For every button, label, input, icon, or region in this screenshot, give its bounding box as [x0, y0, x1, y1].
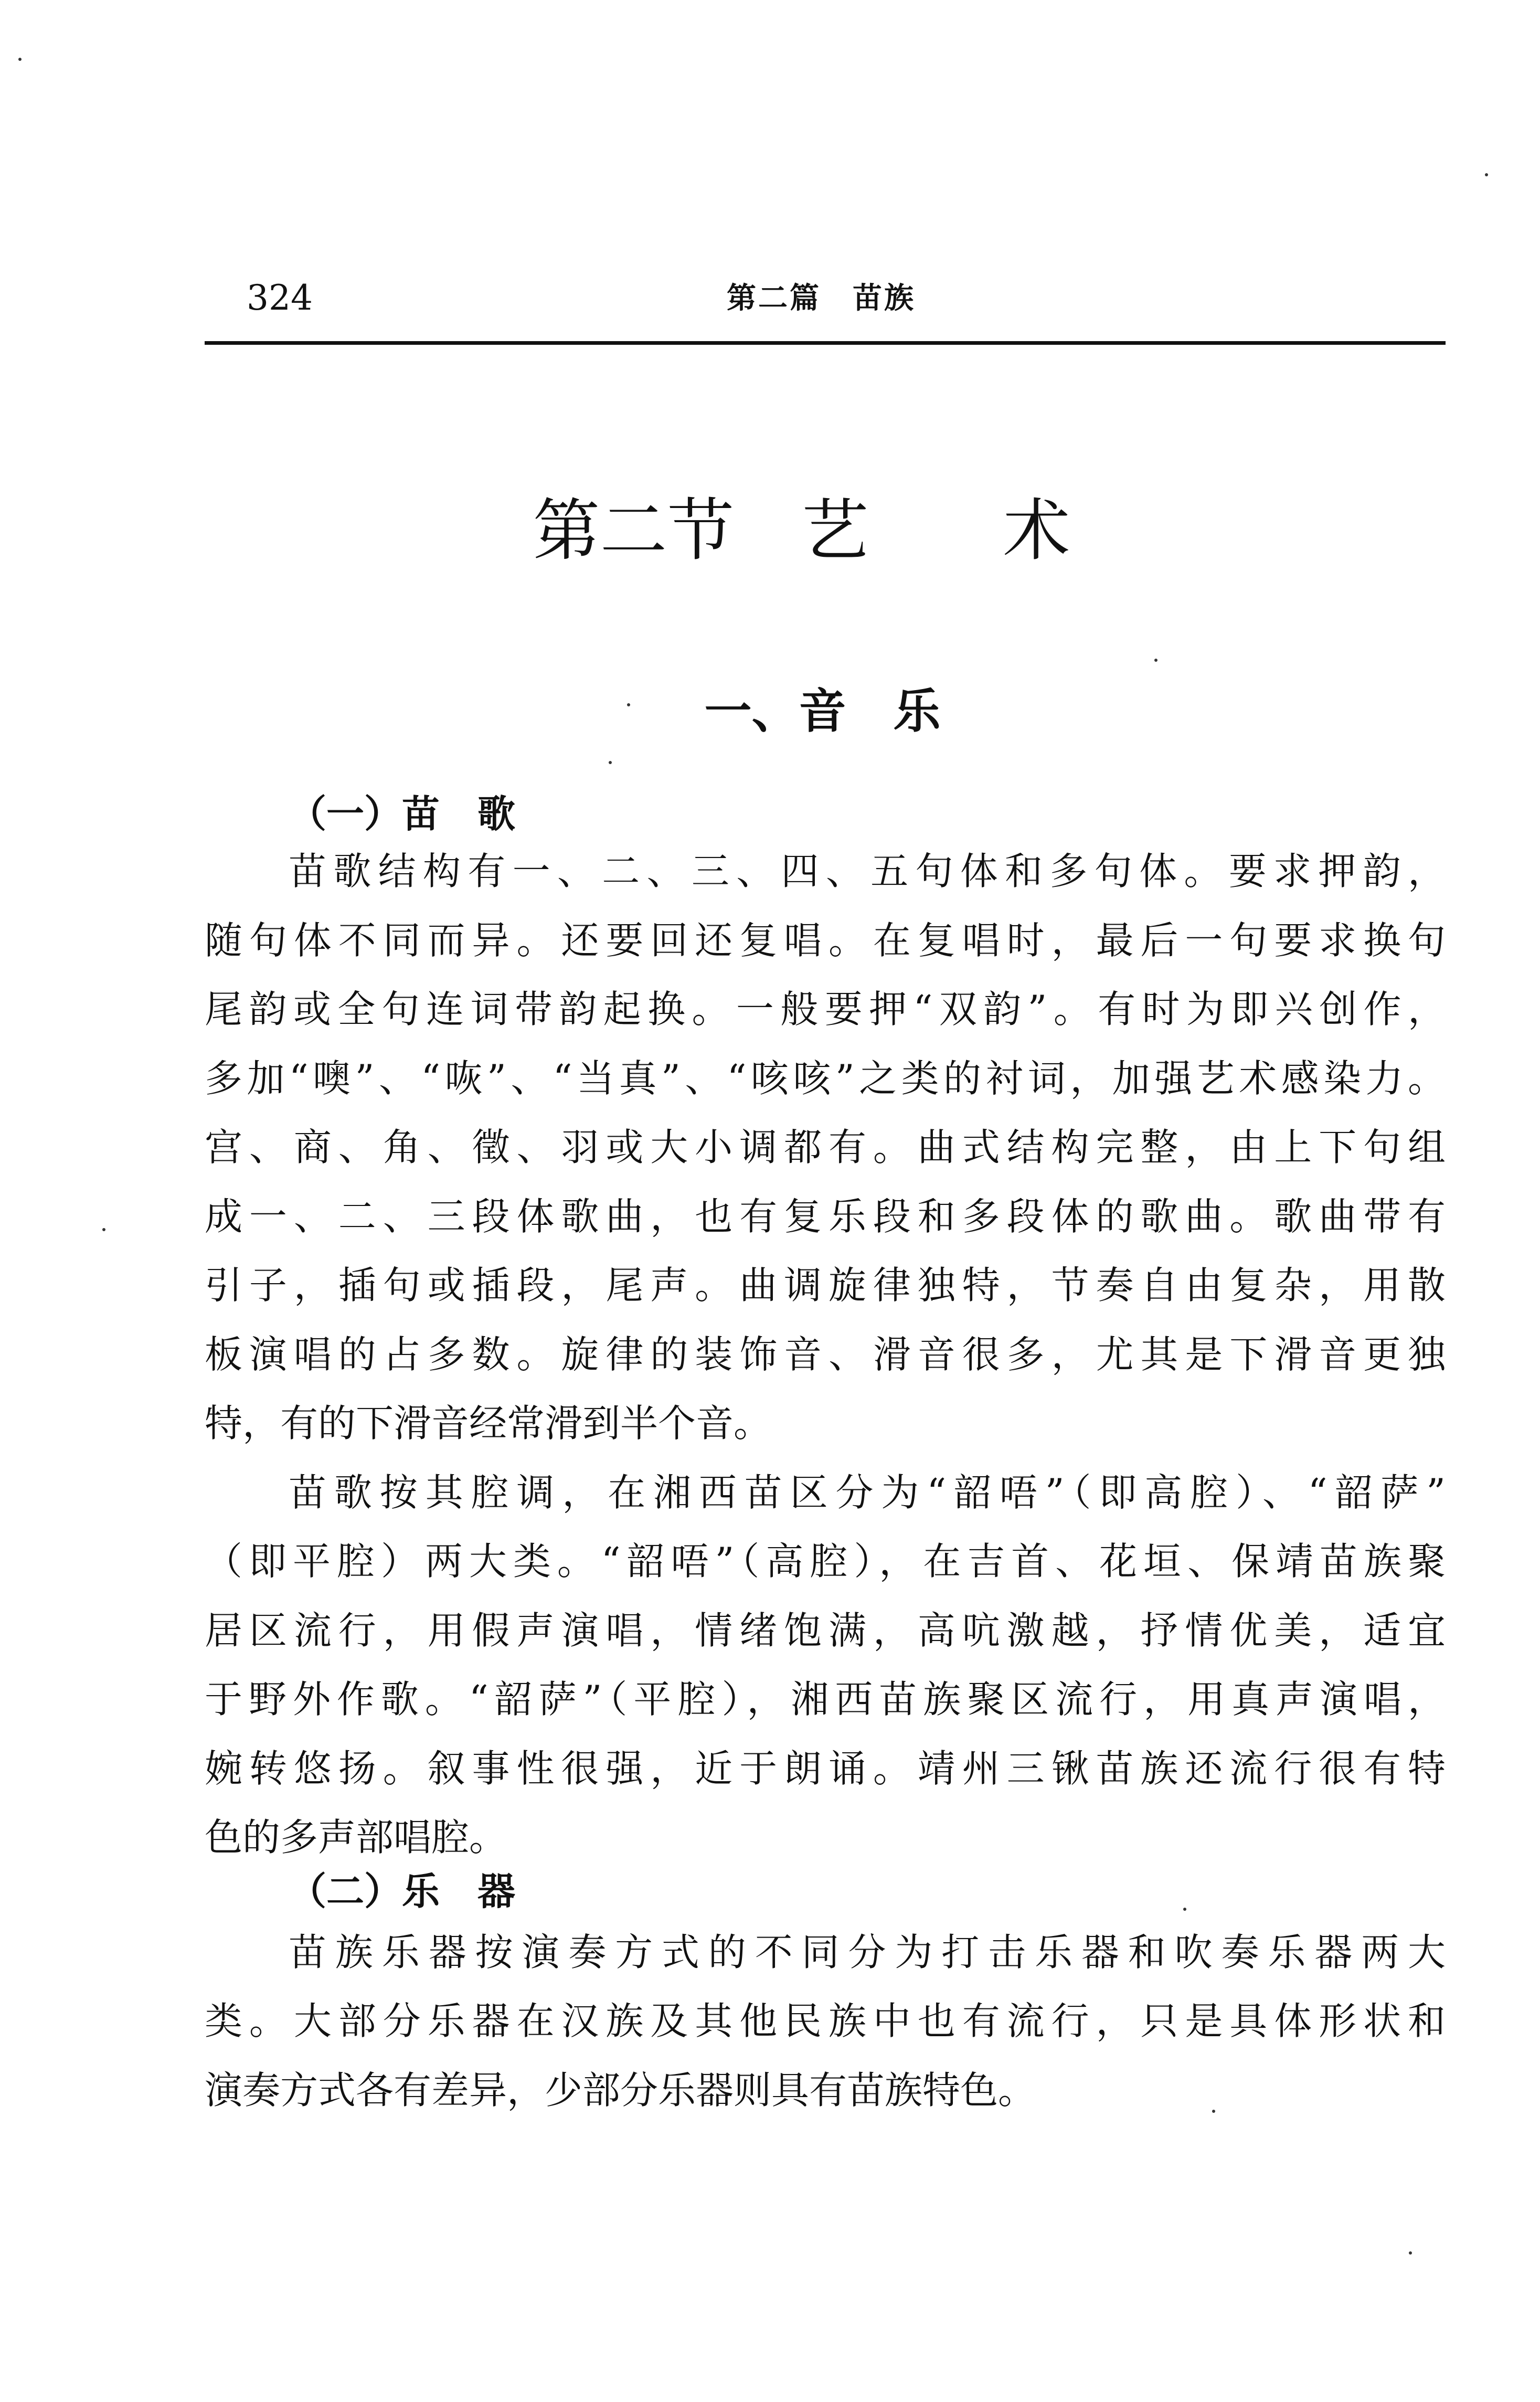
body-text-line: （即平腔）两大类。“韶唔”（高腔），在吉首、花垣、保靖苗族聚: [205, 1539, 1446, 1583]
body-text-line: 成一、二、三段体歌曲，也有复乐段和多段体的歌曲。歌曲带有: [205, 1194, 1446, 1239]
chapter-title: 第二节 艺 术: [533, 492, 1070, 570]
body-text-line: 色的多声部唱腔。: [205, 1815, 507, 1859]
body-text-line: 引子，插句或插段，尾声。曲调旋律独特，节奏自由复杂，用散: [205, 1263, 1446, 1307]
scan-speck: [1183, 1908, 1186, 1911]
running-title: 第二篇 苗族: [727, 281, 916, 315]
scan-speck: [627, 703, 630, 706]
body-text-line: 尾韵或全句连词带韵起换。一般要押“双韵”。有时为即兴创作，: [205, 987, 1446, 1031]
body-text-line: 苗歌按其腔调，在湘西苗区分为“韶唔”（即高腔）、“韶萨”: [289, 1470, 1446, 1515]
body-text-line: 多加“噢”、“咴”、“当真”、“咳咳”之类的衬词，加强艺术感染力。: [205, 1056, 1446, 1101]
body-text-line: 演奏方式各有差异，少部分乐器则具有苗族特色。: [205, 2068, 1036, 2112]
body-text-line: 居区流行，用假声演唱，情绪饱满，高吭激越，抒情优美，适宜: [205, 1609, 1446, 1653]
body-text-line: 苗族乐器按演奏方式的不同分为打击乐器和吹奏乐器两大: [289, 1930, 1446, 1974]
body-text-line: 于野外作歌。“韶萨”（平腔），湘西苗族聚区流行，用真声演唱，: [205, 1677, 1446, 1721]
scan-speck: [609, 761, 612, 764]
header-rule: [205, 341, 1446, 345]
body-text-line: 宫、商、角、徵、羽或大小调都有。曲式结构完整，由上下句组: [205, 1125, 1446, 1169]
scan-speck: [1212, 2110, 1215, 2113]
body-text-line: 类。大部分乐器在汉族及其他民族中也有流行，只是具体形状和: [205, 1999, 1446, 2043]
subsection-heading-miao-songs: （一）苗 歌: [289, 791, 516, 836]
body-text-line: 婉转悠扬。叙事性很强，近于朗诵。靖州三锹苗族还流行很有特: [205, 1747, 1446, 1791]
body-text-line: 特，有的下滑音经常滑到半个音。: [205, 1401, 772, 1445]
body-text-line: 随句体不同而异。还要回还复唱。在复唱时，最后一句要求换句: [205, 918, 1446, 962]
subsection-heading-instruments: （二）乐 器: [289, 1869, 516, 1913]
body-text-line: 板演唱的占多数。旋律的装饰音、滑音很多，尤其是下滑音更独: [205, 1332, 1446, 1377]
section-title: 一、音 乐: [704, 683, 941, 739]
scan-speck: [1409, 2251, 1412, 2255]
scan-speck: [1485, 173, 1488, 176]
scan-speck: [1154, 659, 1157, 662]
body-text-line: 苗歌结构有一、二、三、四、五句体和多句体。要求押韵，: [289, 849, 1446, 893]
scan-speck: [18, 58, 22, 61]
scan-speck: [102, 1228, 105, 1231]
page-number: 324: [247, 278, 313, 318]
